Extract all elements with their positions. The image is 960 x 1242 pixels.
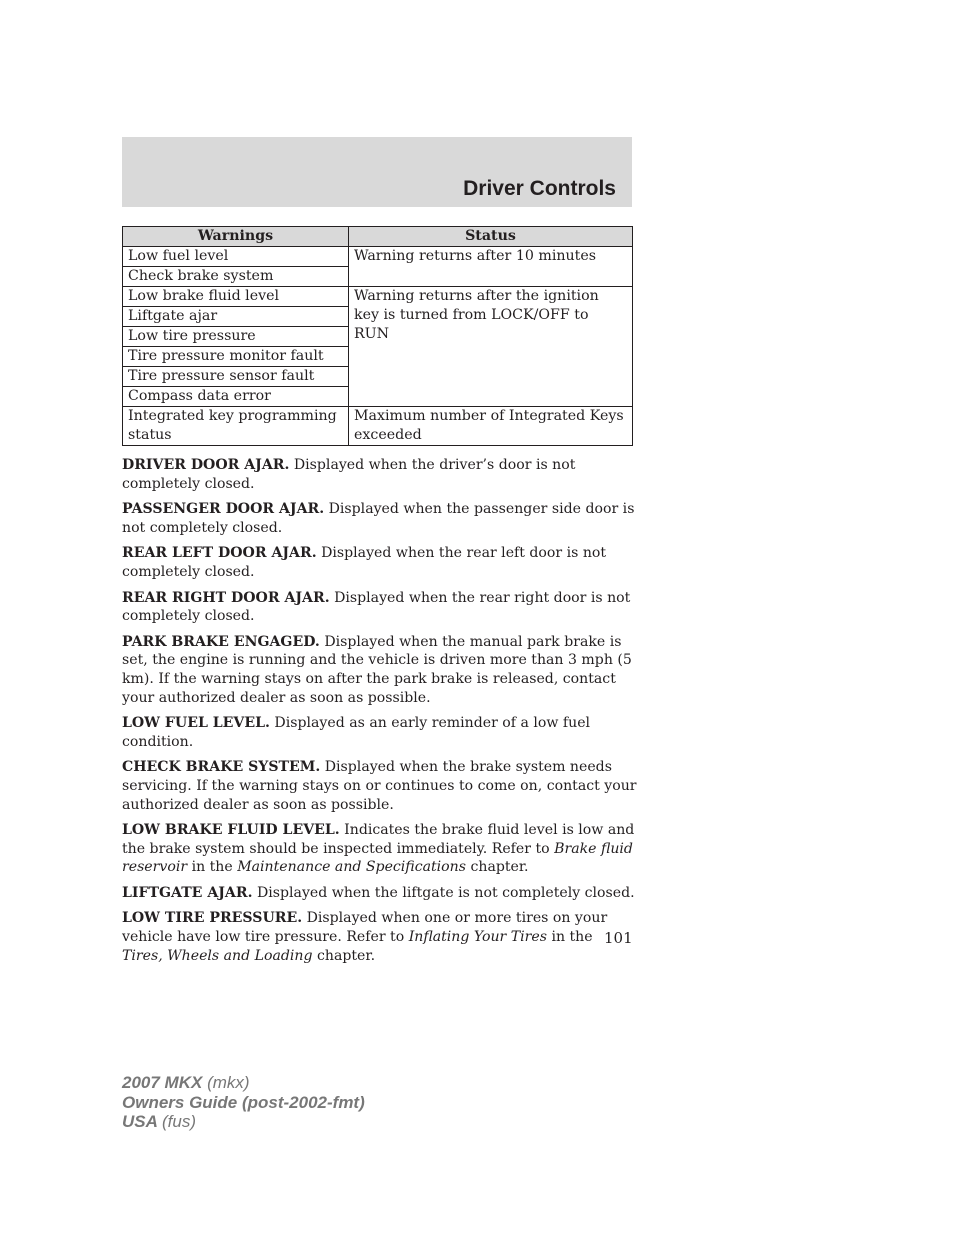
paragraph-term: LIFTGATE AJAR.: [122, 884, 253, 901]
chapter-title: Driver Controls: [463, 177, 616, 200]
paragraph-rear-left-door-ajar: [122, 544, 637, 581]
paragraph-term: LOW BRAKE FLUID LEVEL.: [122, 822, 340, 839]
paragraph-text: chapter.: [316, 947, 376, 964]
cross-reference: Brake fluid reservoir: [122, 840, 633, 876]
paragraph-term: PASSENGER DOOR AJAR.: [122, 501, 325, 518]
paragraph-text: Displayed when the rear left door is not completely closed.: [122, 545, 607, 580]
cross-reference: Inflating Your Tires: [408, 929, 547, 946]
warnings-table: [122, 226, 633, 446]
paragraph-term: PARK BRAKE ENGAGED.: [122, 633, 320, 650]
column-header-warnings: Warnings: [123, 227, 349, 247]
paragraph-text: Displayed when the manual park brake is set, the engine is running and the vehicle is driven more than 3 mph (5 km). If the warning stays on after the park brake is released, contact your authorized dealer as soon as possible.: [122, 633, 632, 706]
table-header-row: [123, 227, 633, 247]
footer-model-code: (mkx): [207, 1073, 250, 1092]
paragraph-text: Displayed when the driver’s door is not completely closed.: [122, 457, 576, 492]
paragraph-text: Indicates the brake fluid level is low and the brake system should be inspected immediately. Refer to: [122, 822, 635, 857]
footer-line-market: [122, 1112, 365, 1132]
warning-cell: Low fuel level: [123, 247, 349, 267]
table-row: [123, 287, 633, 307]
paragraph-text: Displayed when the passenger side door is not completely closed.: [122, 501, 635, 536]
paragraph-liftgate-ajar: [122, 884, 637, 903]
status-cell: Warning returns after the ignition key is turned from LOCK/OFF to RUN: [349, 287, 633, 407]
paragraph-term: REAR LEFT DOOR AJAR.: [122, 545, 317, 562]
status-cell: Warning returns after 10 minutes: [349, 247, 633, 287]
paragraph-text: in the: [191, 859, 233, 876]
paragraph-term: LOW TIRE PRESSURE.: [122, 910, 303, 927]
cross-reference: Tires, Wheels and Loading: [122, 947, 313, 964]
paragraph-text: chapter.: [470, 859, 529, 876]
paragraph-check-brake-system: [122, 758, 637, 814]
paragraph-passenger-door-ajar: [122, 500, 637, 537]
chapter-header-band: [122, 137, 632, 207]
paragraph-text: Displayed as an early reminder of a low fuel condition.: [122, 715, 591, 750]
warning-cell: Integrated key programming status: [123, 407, 349, 446]
cross-reference: Maintenance and Specifications: [237, 859, 466, 876]
footer-market: USA: [122, 1112, 158, 1131]
paragraph-text: in the: [551, 929, 593, 946]
warning-cell: Compass data error: [123, 387, 349, 407]
warning-cell: Low brake fluid level: [123, 287, 349, 307]
paragraph-low-brake-fluid-level: [122, 821, 637, 877]
warning-cell: Tire pressure sensor fault: [123, 367, 349, 387]
paragraph-term: REAR RIGHT DOOR AJAR.: [122, 589, 330, 606]
status-cell: Maximum number of Integrated Keys exceeded: [349, 407, 633, 446]
warning-cell: Tire pressure monitor fault: [123, 347, 349, 367]
paragraph-low-fuel-level: [122, 714, 637, 751]
footer-line-model: [122, 1073, 365, 1093]
warning-cell: Check brake system: [123, 267, 349, 287]
paragraph-text: Displayed when the liftgate is not completely closed.: [256, 884, 635, 901]
footer-market-code: (fus): [162, 1112, 196, 1131]
body-text: [122, 456, 637, 972]
paragraph-term: LOW FUEL LEVEL.: [122, 715, 270, 732]
warning-cell: Liftgate ajar: [123, 307, 349, 327]
page-number: 101: [604, 929, 633, 947]
paragraph-rear-right-door-ajar: [122, 589, 637, 626]
paragraph-low-tire-pressure: [122, 909, 637, 965]
paragraph-park-brake-engaged: [122, 633, 637, 707]
warning-cell: Low tire pressure: [123, 327, 349, 347]
paragraph-driver-door-ajar: [122, 456, 637, 493]
paragraph-text: Displayed when the brake system needs servicing. If the warning stays on or continues to come on, contact your authorized dealer as soon as possible.: [122, 759, 637, 813]
paragraph-term: DRIVER DOOR AJAR.: [122, 457, 290, 473]
document-footer: [122, 1073, 365, 1132]
table-row: [123, 407, 633, 446]
paragraph-text: Displayed when the rear right door is not completely closed.: [122, 589, 631, 625]
table-row: [123, 247, 633, 267]
paragraph-text: Displayed when one or more tires on your vehicle have low tire pressure. Refer to: [122, 910, 608, 946]
paragraph-term: CHECK BRAKE SYSTEM.: [122, 759, 321, 776]
footer-line-guide: Owners Guide (post-2002-fmt): [122, 1092, 365, 1112]
column-header-status: Status: [349, 227, 633, 247]
footer-model: 2007 MKX: [122, 1073, 203, 1092]
